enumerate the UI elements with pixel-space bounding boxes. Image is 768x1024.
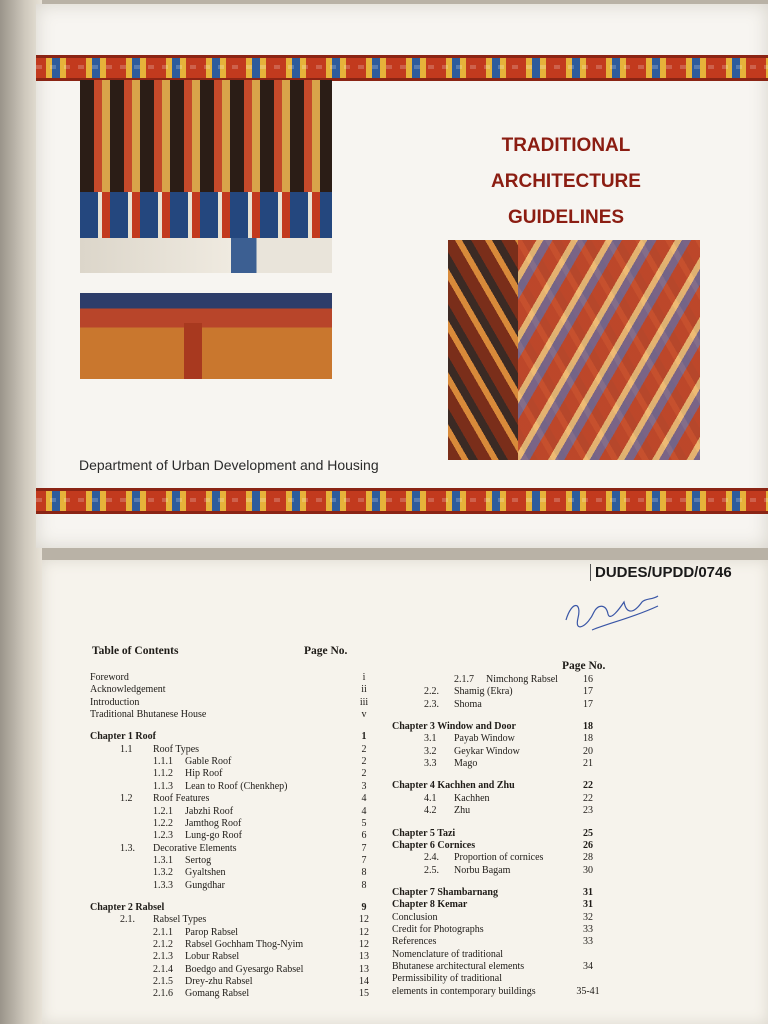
toc-title: Gungdhar <box>185 879 225 891</box>
toc-title: Traditional Bhutanese House <box>90 709 207 721</box>
toc-section-number: 1.1.2 <box>153 768 173 780</box>
toc-page-number: i <box>362 672 366 683</box>
photo-carved-bracket <box>80 293 332 379</box>
toc-section-number: 2.1.3 <box>153 951 173 963</box>
toc-section-number: 2.1.4 <box>153 963 173 975</box>
toc-section-number: 4.2 <box>424 805 437 817</box>
toc-title: Chapter 3 Window and Door <box>392 721 516 733</box>
toc-entry-row <box>392 973 632 985</box>
toc-page-number: 28 <box>583 852 593 864</box>
toc-section-number: 2.1.2 <box>153 939 173 950</box>
toc-title: Bhutanese architectural elements <box>392 961 525 972</box>
toc-title: Chapter 8 Kemar <box>392 899 468 911</box>
toc-title: Nomenclature of traditional <box>392 948 504 960</box>
toc-entry-row <box>392 949 632 961</box>
toc-entry-row <box>90 854 367 867</box>
photo-rabsel-facade <box>448 240 700 460</box>
toc-title: Gable Roof <box>185 756 232 768</box>
toc-entry-row <box>90 805 367 818</box>
toc-section-number: 1.2 <box>120 793 133 805</box>
toc-page-number: 31 <box>583 886 593 898</box>
toc-page-number: 8 <box>361 867 367 879</box>
toc-section-number: 1.3.3 <box>153 879 173 891</box>
toc-page-number: 7 <box>361 842 367 854</box>
cover-title <box>466 128 666 236</box>
toc-title: Gyaltshen <box>185 867 226 879</box>
toc-page-number: 21 <box>583 758 593 770</box>
toc-title: Lung-go Roof <box>185 830 242 842</box>
toc-section-number: 2.1.7 <box>454 674 474 685</box>
toc-title: Roof Types <box>153 743 200 755</box>
toc-title: Proportion of cornices <box>454 852 544 864</box>
toc-entry-row <box>90 879 367 892</box>
toc-page-number: 18 <box>583 721 593 733</box>
toc-page-number: 12 <box>359 939 369 950</box>
toc-page-number: 3 <box>361 780 367 792</box>
toc-page-number: 15 <box>359 988 369 1000</box>
toc-entry-row <box>90 963 369 976</box>
toc-entry-row <box>90 756 367 768</box>
toc-page-number: 16 <box>583 674 593 685</box>
toc-title: Rabsel Gochham Thog-Nyim <box>185 939 304 950</box>
toc-page-number: 14 <box>359 976 369 988</box>
toc-entry-row <box>392 865 632 877</box>
toc-section-number: 2.4. <box>424 852 439 864</box>
toc-section-number: 3.2 <box>424 745 437 757</box>
toc-entry-row <box>392 852 632 864</box>
toc-page-number: 12 <box>359 926 369 938</box>
toc-page-number: 4 <box>361 793 367 805</box>
page-number-heading: Page No. <box>562 660 606 672</box>
toc-page-number: 33 <box>583 936 593 948</box>
toc-entry-row <box>90 768 367 780</box>
toc-page-number: 32 <box>583 911 593 923</box>
toc-title: Chapter 1 Roof <box>90 731 156 743</box>
toc-title: Drey-zhu Rabsel <box>185 976 253 988</box>
toc-page <box>42 560 768 1024</box>
toc-page-number: 13 <box>359 963 369 975</box>
toc-section-number: 4.1 <box>424 792 437 804</box>
toc-entry-row <box>90 976 369 988</box>
toc-section-number: 1.3.1 <box>153 854 173 866</box>
toc-page-number: 30 <box>583 864 593 876</box>
toc-title: Mago <box>454 758 478 770</box>
toc-page-number: 2 <box>361 743 367 755</box>
toc-title: Decorative Elements <box>153 842 237 854</box>
toc-section-number: 2.5. <box>424 864 439 876</box>
toc-title: elements in contemporary buildings <box>392 985 536 997</box>
toc-page-number: 17 <box>583 686 593 698</box>
toc-page-number: 22 <box>583 792 593 804</box>
toc-entry-row <box>392 793 632 805</box>
toc-section-number: 1.3.2 <box>153 867 173 879</box>
toc-chapter-row <box>392 721 632 733</box>
toc-title: Jabzhi Roof <box>185 805 234 817</box>
toc-title: Shamig (Ekra) <box>454 686 513 698</box>
toc-title: Chapter 4 Kachhen and Zhu <box>392 780 515 792</box>
toc-page-number: 22 <box>583 780 593 792</box>
toc-section-number: 1.2.1 <box>153 805 173 817</box>
toc-title: Chapter 5 Tazi <box>392 827 456 839</box>
toc-page-number: 23 <box>583 805 593 817</box>
toc-page-number: 9 <box>361 901 367 913</box>
toc-entry-row <box>392 674 632 686</box>
toc-title: Shoma <box>454 698 482 710</box>
toc-entry-row <box>90 793 367 805</box>
toc-title: Conclusion <box>392 911 438 923</box>
toc-section-number: 1.1.3 <box>153 780 173 792</box>
toc-title: Geykar Window <box>454 745 520 757</box>
toc-section-number: 3.3 <box>424 758 437 770</box>
toc-title: Lean to Roof (Chenkhep) <box>185 780 288 792</box>
cover-title-line: GUIDELINES <box>507 207 625 228</box>
toc-entry-row <box>392 936 632 948</box>
toc-entry-row <box>90 672 366 684</box>
toc-entry-row <box>90 842 367 855</box>
toc-entry-row <box>392 758 632 770</box>
toc-page-number: 2 <box>361 756 367 768</box>
page-number-heading: Page No. <box>304 645 348 657</box>
decorative-border-bottom <box>36 488 768 514</box>
toc-title: Parop Rabsel <box>185 926 239 938</box>
toc-entry-row <box>392 912 632 924</box>
toc-chapter-row <box>392 780 632 792</box>
toc-title: Gomang Rabsel <box>185 988 250 1000</box>
toc-page-number: 5 <box>361 817 367 829</box>
toc-section-number: 1.2.2 <box>153 817 173 829</box>
cover-title-line: TRADITIONAL <box>501 135 631 156</box>
toc-page-number: 26 <box>583 839 593 851</box>
toc-page-number: 33 <box>583 923 593 935</box>
toc-chapter-row <box>392 828 632 840</box>
toc-entry-row <box>392 746 632 758</box>
toc-section-number: 2.2. <box>424 686 439 698</box>
cover-title-line: ARCHITECTURE <box>491 171 641 192</box>
document-number: DUDES/UPDD/0746 <box>590 564 732 581</box>
toc-entry-row <box>90 830 367 842</box>
toc-title: Chapter 2 Rabsel <box>90 901 165 913</box>
toc-title: Zhu <box>454 805 471 817</box>
toc-entry-row <box>392 699 632 711</box>
toc-title: Credit for Photographs <box>392 923 484 935</box>
toc-title: Chapter 6 Cornices <box>392 839 476 851</box>
toc-page-number: 17 <box>583 698 593 710</box>
toc-entry-row <box>90 988 369 1000</box>
toc-entry-row <box>392 733 632 745</box>
toc-page-number: 1 <box>361 731 367 743</box>
toc-title: Payab Window <box>454 733 515 745</box>
cover-page <box>36 4 768 548</box>
toc-page-number: 18 <box>583 733 593 745</box>
toc-entry-row <box>392 924 632 936</box>
toc-entry-row <box>90 696 369 709</box>
toc-title: Nimchong Rabsel <box>486 674 558 685</box>
toc-page-number: 6 <box>361 830 367 842</box>
toc-section-number: 1.3. <box>120 842 135 854</box>
toc-title: Chapter 7 Shambarnang <box>392 886 498 898</box>
toc-page-number: 7 <box>361 854 367 866</box>
toc-heading: Table of Contents <box>92 645 179 657</box>
toc-title: Acknowledgement <box>90 684 166 696</box>
toc-section-number: 1.2.3 <box>153 830 173 842</box>
toc-page-number: 13 <box>359 951 369 963</box>
toc-entry-row <box>392 686 632 698</box>
toc-page-number: 31 <box>583 899 593 911</box>
toc-title: Rabsel Types <box>153 914 207 926</box>
photo-painted-ceiling <box>80 80 332 273</box>
toc-entry-row <box>90 867 367 879</box>
toc-entry-row <box>90 926 369 939</box>
toc-page-number: 25 <box>583 827 593 839</box>
toc-title: Introduction <box>90 696 140 708</box>
toc-entry-row <box>90 709 367 721</box>
toc-title: Boedgo and Gyesargo Rabsel <box>185 963 304 975</box>
toc-entry-row <box>90 951 369 963</box>
toc-section-number: 1.1.1 <box>153 756 173 768</box>
toc-entry-row <box>90 817 367 830</box>
toc-chapter-row <box>392 887 632 899</box>
toc-title: Hip Roof <box>185 768 223 780</box>
toc-entry-row <box>392 986 632 998</box>
toc-title: Norbu Bagam <box>454 864 511 876</box>
toc-entry-row <box>90 939 369 951</box>
toc-title: Jamthog Roof <box>185 817 242 829</box>
toc-page-number: 12 <box>359 914 369 926</box>
toc-chapter-row <box>392 899 632 911</box>
toc-title: Kachhen <box>454 792 490 804</box>
department-name: Department of Urban Development and Housing <box>79 457 379 473</box>
toc-page-number: 8 <box>361 879 367 891</box>
toc-page-number: 2 <box>361 768 367 780</box>
toc-page-number: iii <box>359 696 369 708</box>
toc-page-number: 35-41 <box>576 985 600 997</box>
toc-entry-row <box>90 780 367 793</box>
toc-entry-row <box>392 961 632 973</box>
toc-section-number: 2.3. <box>424 698 439 710</box>
toc-page-number: 4 <box>361 805 367 817</box>
toc-entry-row <box>90 743 367 756</box>
toc-page-number: ii <box>361 684 367 696</box>
toc-page-number: 34 <box>583 961 593 972</box>
handwritten-signature <box>562 590 662 634</box>
toc-chapter-row <box>90 731 367 743</box>
toc-page-number: 20 <box>583 745 593 757</box>
toc-title: Sertog <box>185 854 212 866</box>
toc-section-number: 2.1.5 <box>153 976 173 988</box>
toc-entry-row <box>90 914 369 926</box>
toc-title: References <box>392 936 437 948</box>
toc-section-number: 1.1 <box>120 743 133 755</box>
toc-chapter-row <box>392 840 632 852</box>
toc-section-number: 2.1. <box>120 914 135 926</box>
toc-section-number: 2.1.6 <box>153 988 173 1000</box>
toc-title: Permissibility of traditional <box>392 973 502 985</box>
toc-section-number: 3.1 <box>424 733 437 745</box>
decorative-border-top <box>36 55 768 81</box>
toc-section-number: 2.1.1 <box>153 926 173 938</box>
toc-title: Foreword <box>90 672 129 683</box>
toc-title: Lobur Rabsel <box>185 951 240 963</box>
toc-entry-row <box>392 805 632 817</box>
toc-chapter-row <box>90 901 367 914</box>
toc-title: Roof Features <box>153 793 210 805</box>
toc-page-number: v <box>361 709 367 721</box>
toc-entry-row <box>90 684 367 696</box>
